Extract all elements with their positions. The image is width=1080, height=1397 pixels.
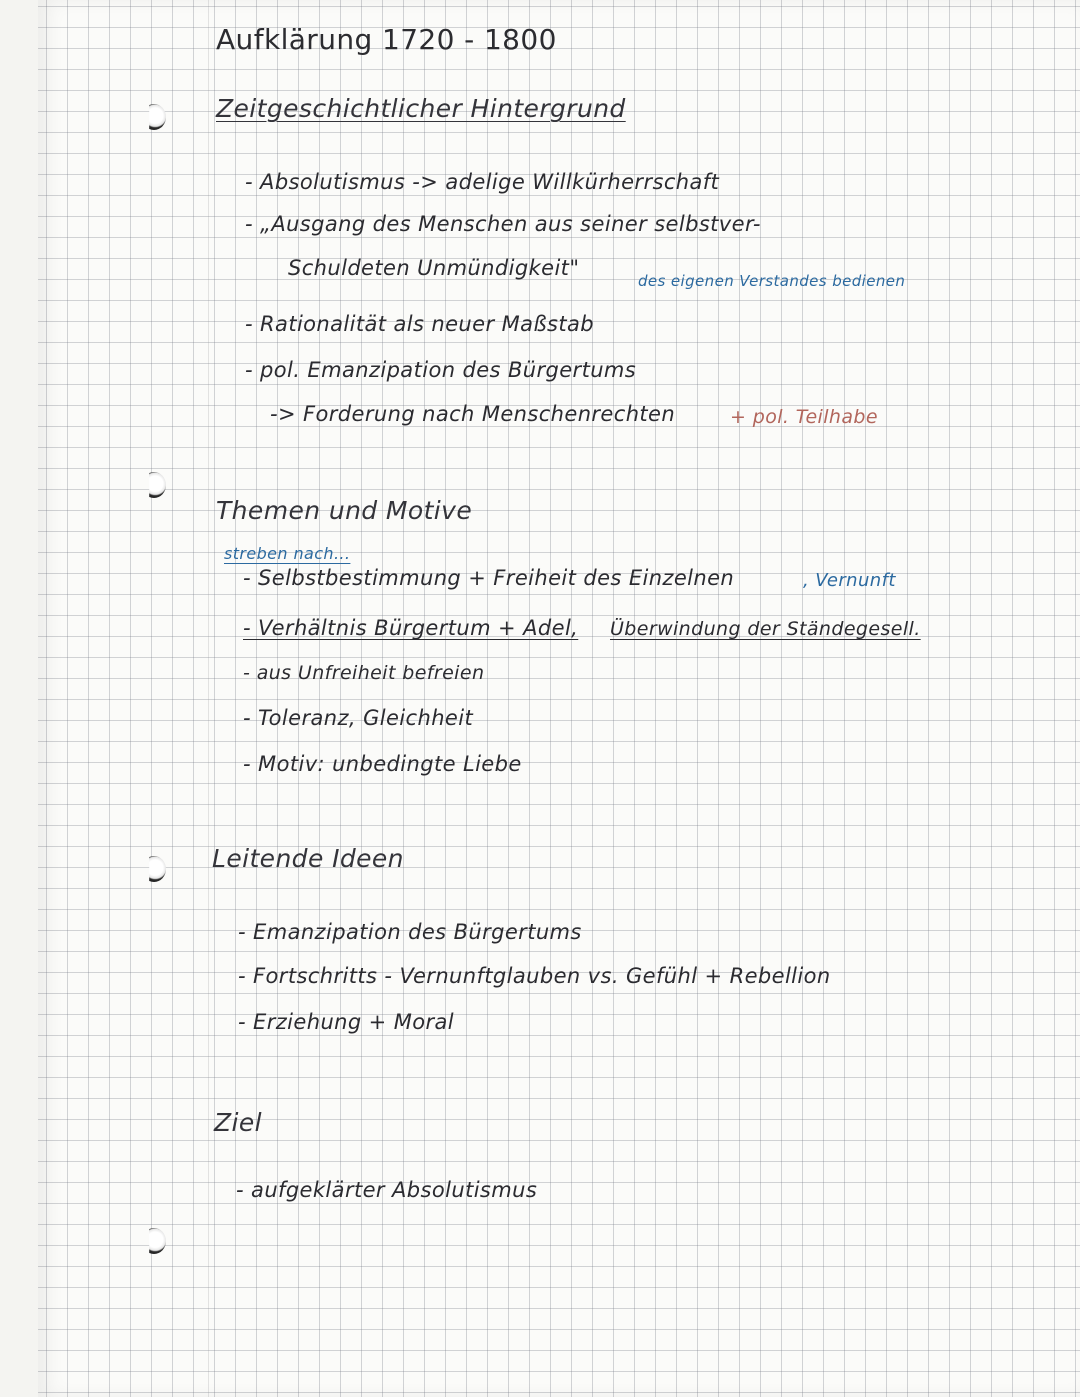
section-heading-themes: Themen und Motive [216,496,473,525]
page-title: Aufklärung 1720 - 1800 [216,23,557,56]
list-item: - Verhältnis Bürgertum + Adel, [243,616,579,640]
punch-hole [142,856,166,882]
annotation-vernunft: , Vernunft [803,570,896,591]
list-item: - Rationalität als neuer Maßstab [245,312,594,336]
annotation-blue: des eigenen Verstandes bedienen [638,272,906,290]
section-heading-goal: Ziel [214,1108,262,1137]
list-item: - Erziehung + Moral [238,1010,455,1034]
list-item: - „Ausgang des Menschen aus seiner selbstver- [245,212,761,236]
list-item: - Selbstbestimmung + Freiheit des Einzelnen [243,566,735,590]
punch-hole [142,104,166,130]
list-item: - Emanzipation des Bürgertums [238,920,582,944]
list-item: - Toleranz, Gleichheit [243,706,474,730]
list-item: - Absolutismus -> adelige Willkürherrschaft [245,170,720,194]
list-item: - aus Unfreiheit befreien [243,662,485,684]
list-item: - Motiv: unbedingte Liebe [243,752,522,776]
list-item: Schuldeten Unmündigkeit" [288,256,580,280]
list-item: - Fortschritts - Vernunftglauben vs. Gefühl + Rebellion [238,964,831,988]
section-heading-background: Zeitgeschichtlicher Hintergrund [216,94,626,123]
punch-hole [142,472,166,498]
notebook-page [38,0,1080,1397]
list-item: - pol. Emanzipation des Bürgertums [245,358,637,382]
section-heading-ideas: Leitende Ideen [212,844,404,873]
annotation-staende: Überwindung der Ständegesell. [610,618,921,640]
annotation-red: + pol. Teilhabe [730,406,878,428]
list-item: - aufgeklärter Absolutismus [236,1178,538,1202]
punch-hole [142,1228,166,1254]
themes-intro: streben nach... [224,544,351,563]
list-item: -> Forderung nach Menschenrechten [270,402,676,426]
